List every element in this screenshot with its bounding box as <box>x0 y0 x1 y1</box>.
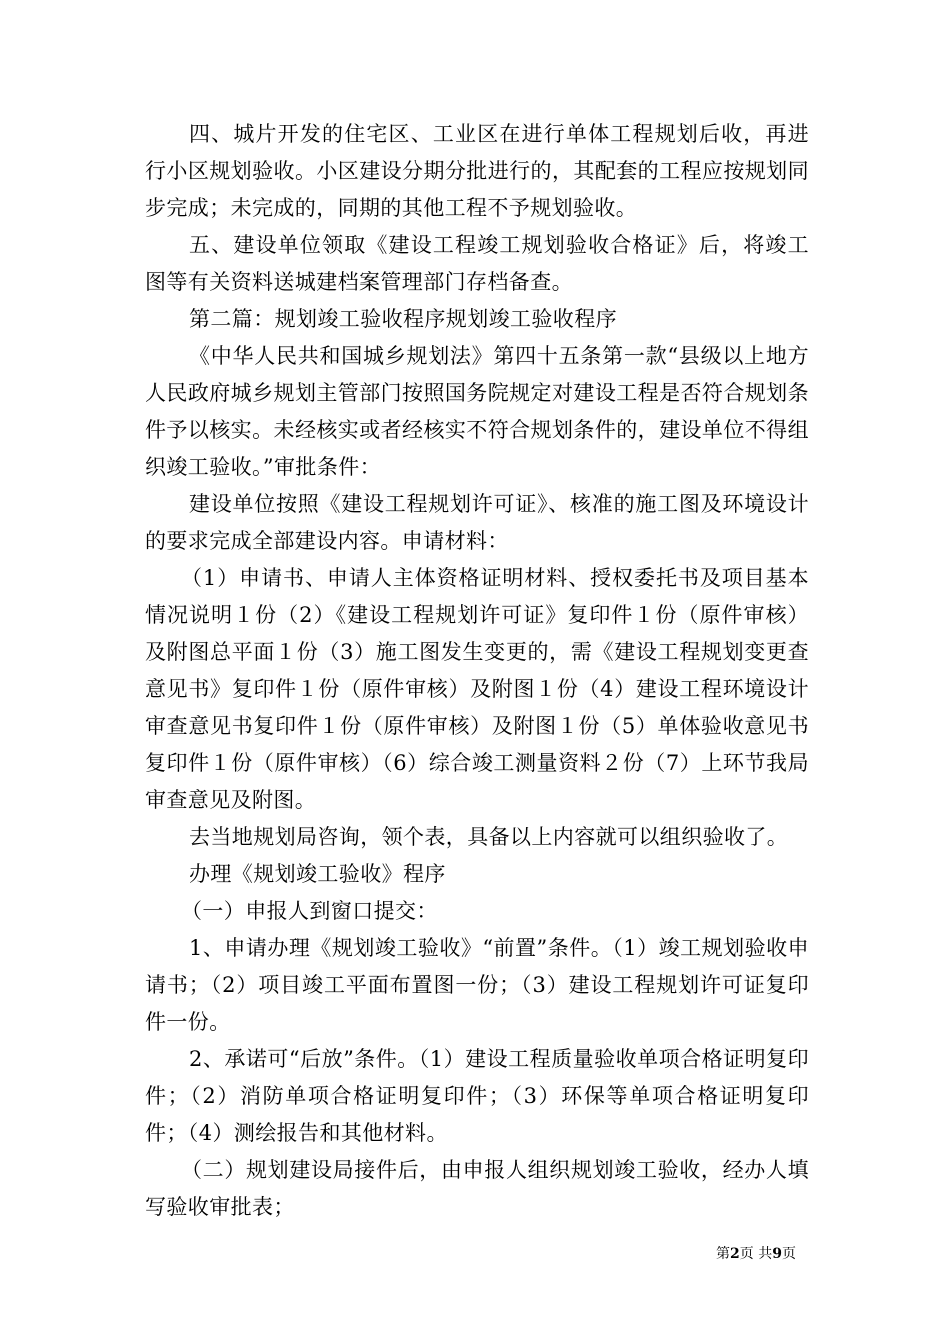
page-footer <box>716 1245 796 1263</box>
footer-prefix: 第 <box>716 1246 730 1262</box>
document-body <box>145 116 809 1226</box>
paragraph-5: 去当地规划局咨询，领个表，具备以上内容就可以组织验收了。 <box>189 825 789 849</box>
paragraph-7: 2、承诺可“后放”条件。（1）建设工程质量验收单项合格证明复印件；（2）消防单项合格证明复印件；（3）环保等单项合格证明复印件；（4）测绘报告和其他材料。 <box>145 1047 809 1145</box>
footer-suffix: 页 <box>781 1246 796 1262</box>
paragraph-2: 五、建设单位领取《建设工程竣工规划验收合格证》后，将竣工图等有关资料送城建档案管理部门存档备查。 <box>145 233 809 294</box>
paragraph-1: 四、城片开发的住宅区、工业区在进行单体工程规划后收，再进行小区规划验收。小区建设分期分批进行的，其配套的工程应按规划同步完成；未完成的，同期的其他工程不予规划验收。 <box>145 122 809 220</box>
procedure-heading: 办理《规划竣工验收》程序 <box>189 862 446 886</box>
current-page-number: 2 <box>730 1246 740 1262</box>
paragraph-4: 建设单位按照《建设工程规划许可证》、核准的施工图及环境设计的要求完成全部建设内容。申请材料： <box>145 492 809 553</box>
paragraph-3: 《中华人民共和国城乡规划法》第四十五条第一款“县级以上地方人民政府城乡规划主管部门按照国务院规定对建设工程是否符合规划条件予以核实。未经核实或者经核实不符合规划条件的，建设单位不得组织竣工验收。”审批条件： <box>145 344 809 479</box>
paragraph-materials: （1）申请书、申请人主体资格证明材料、授权委托书及项目基本情况说明１份（2）《建设工程规划许可证》复印件１份（原件审核）及附图总平面１份（3）施工图发生变更的，需《建设工程规划变更查意见书》复印件１份（原件审核）及附图１份（4）建设工程环境设计审查意见书复印件１份（原件审核）及附图１份（5）单体验收意见书复印件１份（原件审核）（6）综合竣工测量资料２份（7）上环节我局审查意见及附图。 <box>145 566 809 812</box>
footer-middle: 页 共 <box>739 1246 773 1262</box>
step-one-heading: （一）申报人到窗口提交： <box>181 899 438 923</box>
paragraph-8: （二）规划建设局接件后，由申报人组织规划竣工验收，经办人填写验收审批表； <box>145 1158 809 1219</box>
paragraph-6: 1、申请办理《规划竣工验收》“前置”条件。（1）竣工规划验收申请书；（2）项目竣工平面布置图一份；（3）建设工程规划许可证复印件一份。 <box>145 936 809 1034</box>
section-heading: 第二篇：规划竣工验收程序规划竣工验收程序 <box>189 307 617 331</box>
total-page-number: 9 <box>772 1246 782 1262</box>
